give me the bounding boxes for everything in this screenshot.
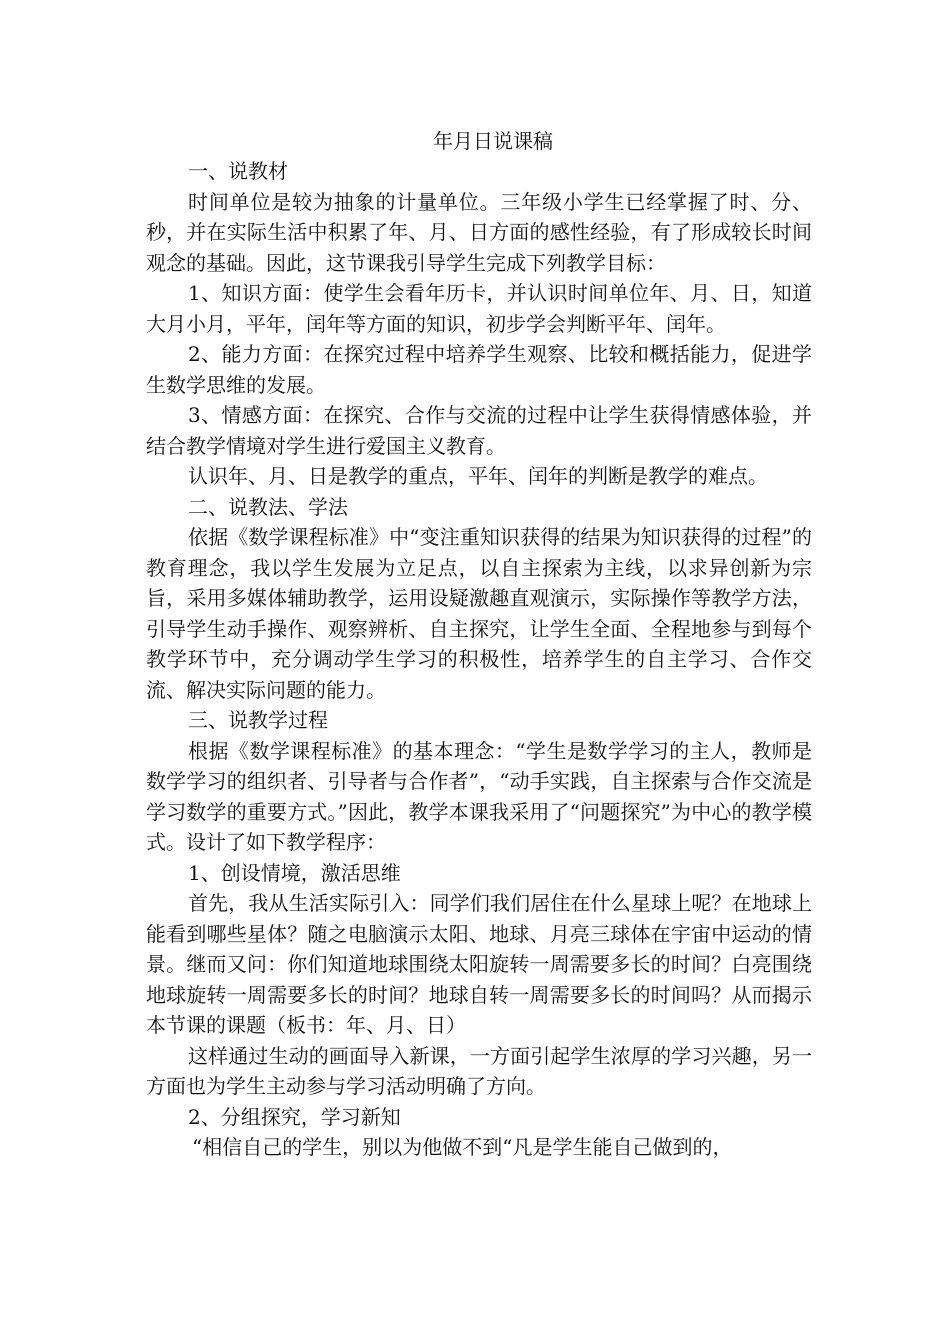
section-heading-teaching-material: 一、说教材 — [188, 159, 288, 183]
section-heading-teaching-methods: 二、说教法、学法 — [188, 494, 348, 519]
paragraph: 1、知识方面：使学生会看年历卡，并认识时间单位年、月、日，知道大月小月，平年，闰年等方面的知识，初步学会判断平年、闰年。 — [146, 281, 812, 336]
paragraph: 首先，我从生活实际引入：同学们我们居住在什么星球上呢？在地球上能看到哪些星体？随之电脑演示太阳、地球、月亮三球体在宇宙中运动的情景。继而又问：你们知道地球围绕太阳旋转一周需要多长的时间？白亮围绕地球旋转一周需要多长的时间？地球自转一周需要多长的时间吗？从而揭示本节课的课题（板书：年、月、日） — [146, 891, 812, 1037]
document-title: 年月日说课稿 — [433, 129, 553, 153]
paragraph: 认识年、月、日是教学的重点，平年、闰年的判断是教学的难点。 — [188, 464, 768, 488]
document-body — [146, 126, 812, 1163]
paragraph: 3、情感方面：在探究、合作与交流的过程中让学生获得情感体验，并结合教学情境对学生进行爱国主义教育。 — [146, 403, 812, 458]
paragraph: 依据《数学课程标准》中“变注重知识获得的结果为知识获得的过程”的教育理念，我以学生发展为立足点，以自主探索为主线，以求异创新为宗旨，采用多媒体辅助教学，运用设疑激趣直观演示，实际操作等教学方法，引导学生动手操作、观察辨析、自主探究，让学生全面、全程地参与到每个教学环节中，充分调动学生学习的积极性，培养学生的自主学习、合作交流、解决实际问题的能力。 — [146, 525, 812, 702]
section-heading-teaching-process: 三、说教学过程 — [188, 708, 328, 732]
paragraph: 时间单位是较为抽象的计量单位。三年级小学生已经掌握了时、分、秒，并在实际生活中积累了年、月、日方面的感性经验，有了形成较长时间观念的基础。因此，这节课我引导学生完成下列教学目标： — [146, 189, 812, 275]
paragraph: 这样通过生动的画面导入新课，一方面引起学生浓厚的学习兴趣，另一方面也为学生主动参与学习活动明确了方向。 — [146, 1043, 812, 1098]
paragraph: 2、能力方面：在探究过程中培养学生观察、比较和概括能力，促进学生数学思维的发展。 — [146, 342, 812, 397]
paragraph: 根据《数学课程标准》的基本理念：“学生是数学学习的主人，教师是数学学习的组织者、引导者与合作者”，“动手实践，自主探索与合作交流是学习数学的重要方式。”因此，教学本课我采用了“问题探究”为中心的教学模式。设计了如下教学程序： — [146, 738, 812, 854]
paragraph: “相信自己的学生，别以为他做不到“凡是学生能自己做到的， — [192, 1135, 733, 1159]
subsection-heading: 2、分组探究，学习新知 — [188, 1104, 401, 1129]
subsection-heading: 1、创设情境，激活思维 — [188, 860, 401, 885]
